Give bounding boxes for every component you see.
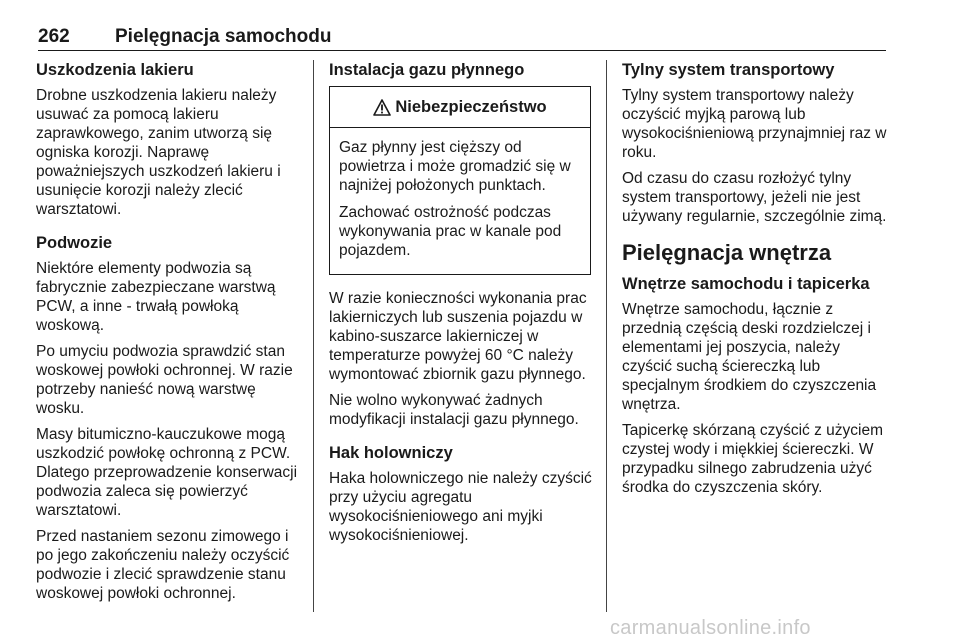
- column-right: [622, 60, 890, 504]
- page-header: [38, 22, 886, 51]
- chapter-heading-interior-care: Pielęgnacja wnętrza: [622, 240, 832, 265]
- paragraph: Przed nastaniem sezonu zimowego i po jego zakończeniu należy oczyścić podwozie i zlecić sprawdzenie stanu woskowej powłoki ochronnej.: [36, 528, 290, 602]
- column-divider: [606, 60, 607, 612]
- page-title: Pielęgnacja samochodu: [115, 26, 332, 47]
- watermark: carmanualsonline.info: [610, 617, 811, 639]
- paragraph: W razie konieczności wykonania prac lakierniczych lub suszenia pojazdu w kabino-suszarce lakierniczej w temperaturze powyżej 60 °C należy wymontować zbiornik gazu płynnego.: [329, 290, 587, 383]
- warning-triangle-icon: [373, 99, 391, 116]
- danger-box-header: [330, 87, 590, 128]
- paragraph: Wnętrze samochodu, łącznie z przednią częścią deski rozdzielczej i elementami jej poszycia, należy czyścić suchą ściereczką lub specjalnym środkiem do czyszczenia wnętrza.: [622, 301, 877, 413]
- paragraph: Od czasu do czasu rozłożyć tylny system transportowy, jeżeli nie jest używany regularnie, szczególnie zimą.: [622, 170, 887, 225]
- paragraph: Tapicerkę skórzaną czyścić z użyciem czystej wody i miękkiej ściereczki. W przypadku silnego zabrudzenia użyć środka do czyszczenia skóry.: [622, 422, 883, 496]
- section-heading-tow-hitch: Hak holowniczy: [329, 444, 453, 462]
- paragraph: Nie wolno wykonywać żadnych modyfikacji instalacji gazu płynnego.: [329, 392, 579, 428]
- paragraph: Po umyciu podwozia sprawdzić stan woskowej powłoki ochronnej. W razie potrzeby nanieść nową warstwę wosku.: [36, 343, 293, 417]
- page-number: 262: [38, 26, 70, 47]
- paragraph: Gaz płynny jest cięższy od powietrza i może gromadzić się w najniżej położonych punktach.: [339, 139, 571, 194]
- column-left: [36, 60, 298, 610]
- section-heading-interior-upholstery: Wnętrze samochodu i tapicerka: [622, 275, 870, 293]
- section-heading-paint-damage: Uszkodzenia lakieru: [36, 61, 194, 79]
- danger-box: [329, 86, 591, 275]
- paragraph: Haka holowniczego nie należy czyścić przy użyciu agregatu wysokociśnieniowego ani myjki wysokociśnieniowej.: [329, 470, 592, 544]
- danger-box-title: Niebezpieczeństwo: [395, 97, 547, 116]
- danger-box-body: [330, 128, 590, 274]
- column-middle: [329, 60, 594, 552]
- paragraph: Niektóre elementy podwozia są fabrycznie zabezpieczane warstwą PCW, a inne - trwałą powłoką woskową.: [36, 260, 276, 334]
- paragraph: Zachować ostrożność podczas wykonywania prac w kanale pod pojazdem.: [339, 204, 562, 259]
- paragraph: Tylny system transportowy należy oczyścić myjką parową lub wysokociśnieniową przynajmniej raz w roku.: [622, 87, 887, 161]
- paragraph: Drobne uszkodzenia lakieru należy usuwać za pomocą lakieru zaprawkowego, zanim utworzą się ogniska korozji. Naprawę poważniejszych uszkodzeń lakieru i usunięcie korozji należy zlecić warsztatowi.: [36, 87, 281, 218]
- section-heading-lpg: Instalacja gazu płynnego: [329, 61, 525, 79]
- section-heading-rear-carrier: Tylny system transportowy: [622, 61, 835, 79]
- paragraph: Masy bitumiczno-kauczukowe mogą uszkodzić powłokę ochronną z PCW. Dlatego przeprowadzenie konserwacji podwozia zaleca się powierzyć warsztatowi.: [36, 426, 298, 519]
- column-divider: [313, 60, 314, 612]
- section-heading-underbody: Podwozie: [36, 234, 113, 252]
